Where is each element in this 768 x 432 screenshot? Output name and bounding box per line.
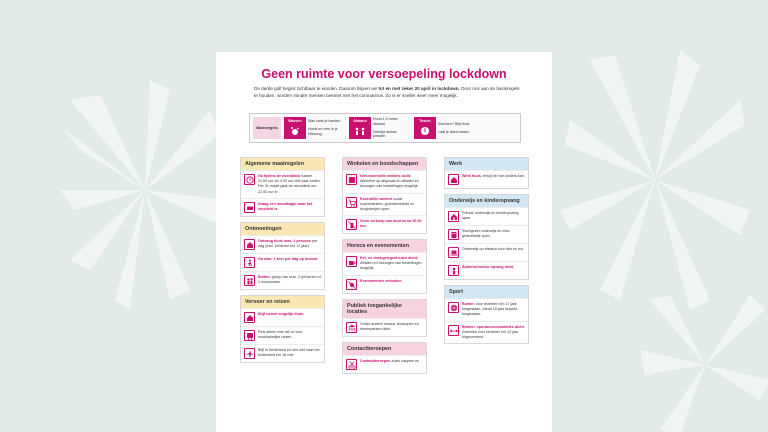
rule-item [343, 355, 426, 373]
rule-item [241, 198, 324, 216]
rule-item [241, 253, 324, 271]
intro-text-2: Door ons aan de basisregels te houden, worden minder mensen besmet met het coronavirus. Zo is er sneller weer meer mogelijk. [254, 86, 520, 98]
basis-badge-label: Testen [419, 119, 431, 123]
rule-text [462, 302, 525, 318]
section-title: Winkelen en boodschappen [343, 158, 426, 170]
basis-line: Houd 1,5 meter afstand. [373, 116, 398, 126]
hand-wash-icon [290, 126, 300, 136]
basisregels-bar [249, 113, 521, 143]
mask-icon [244, 202, 255, 213]
laptop-icon [448, 247, 459, 258]
column-middle [342, 157, 427, 374]
rule-bold: Eet- en drinkgelegenheden dicht. [360, 256, 418, 261]
section-card [342, 299, 427, 337]
rule-bold: Evenementen verboden [360, 278, 402, 283]
no-alcohol-icon [346, 219, 357, 230]
rule-item [241, 326, 324, 344]
rule-text [462, 174, 525, 179]
school-icon [448, 211, 459, 222]
rule-item [445, 321, 528, 344]
rule-detail: Afhalen en bezorgen van bestellingen mogelijk. [360, 261, 422, 271]
basis-line: Vermijd drukke plekken. [373, 129, 397, 139]
intro-text-1: De derde golf begint zichtbaar te worden. Daarom blijven we [254, 86, 379, 91]
rule-bold: Buiten: [462, 302, 475, 306]
store-icon [346, 174, 357, 185]
home-icon [244, 312, 255, 323]
section-title: Vervoer en reizen [241, 296, 324, 308]
rule-item [445, 298, 528, 321]
section-title: Sport [445, 286, 528, 298]
basis-line: Laat je direct testen. [438, 129, 471, 134]
rule-text [360, 279, 402, 284]
basis-badge-label: Wassen [288, 119, 302, 123]
rule-item [343, 275, 426, 293]
rule-item [445, 225, 528, 243]
no-event-icon [346, 279, 357, 290]
test-icon [420, 126, 430, 136]
rule-item [241, 235, 324, 253]
section-card [240, 157, 325, 217]
cafe-icon [346, 256, 357, 267]
walk-icon [244, 257, 255, 268]
basis-group-testen [414, 117, 476, 139]
cart-icon [346, 197, 357, 208]
rule-detail: Winkelen op afspraak en afhalen en bezorgen van bestellingen mogelijk. [360, 179, 419, 189]
rule-item [445, 243, 528, 261]
bus-icon [244, 330, 255, 341]
plane-icon [244, 348, 255, 359]
rule-bold: Werk thuis, [462, 174, 482, 178]
section-card [342, 239, 427, 294]
rule-text [360, 256, 423, 272]
rule-text [360, 322, 423, 332]
rule-detail: zoals kappers en [390, 358, 420, 363]
section-card [444, 157, 529, 189]
rule-text [258, 312, 304, 317]
rule-bold: Geen verkoop van alcohol na 20.00 uur. [360, 219, 422, 229]
section-title: Ontmoetingen [241, 223, 324, 235]
rule-item [241, 344, 324, 362]
rule-item [343, 318, 426, 336]
rule-bold: Niet-essentiële winkels dicht. [360, 174, 412, 178]
section-title: Contactberoepen [343, 343, 426, 355]
rule-text [258, 239, 321, 249]
section-title: Werk [445, 158, 528, 170]
rule-item [241, 308, 324, 326]
rule-item [343, 170, 426, 193]
rule-detail: Primair onderwijs en kinderopvang open. [462, 211, 519, 221]
sport-icon [448, 302, 459, 313]
child-icon [448, 265, 459, 276]
rule-detail: tenzij het niet anders kan. [481, 174, 525, 178]
rule-detail: groep van max. 2 personen of 1 huishouden. [258, 274, 321, 284]
rule-detail: tussen 21.00 uur en 4.30 uur niet naar buiten. Per 31 maart gaat de avondklok om 22.00 uur in. [258, 174, 321, 194]
rule-item [343, 215, 426, 233]
museum-icon [346, 322, 357, 333]
rule-detail: zoals supermarkten, groentewinkels en drogisterijen open. [360, 196, 415, 211]
section-title: Onderwijs en kinderopvang [445, 195, 528, 207]
distance-icon [355, 126, 365, 136]
rule-bold: Draag een mondkapje waar het verplicht is. [258, 201, 313, 211]
intro-paragraph [254, 86, 524, 99]
rule-bold: Ga tijdens de avondklok [258, 174, 301, 178]
section-card [342, 342, 427, 374]
basis-line: Klachten? Blijf thuis. [438, 121, 471, 126]
rule-detail: Reis alleen met het ov voor noodzakelijke reizen. [258, 329, 303, 339]
rule-detail: Onder andere musea, bioscopen en dierenparken dicht. [360, 321, 419, 331]
section-card [240, 222, 325, 290]
rule-text [258, 257, 318, 262]
rule-item [241, 170, 324, 198]
rule-text [462, 211, 525, 221]
section-title: Algemene maatregelen [241, 158, 324, 170]
infographic-document [216, 52, 552, 432]
intro-bold: tot en met zeker 20 april in lockdown. [378, 86, 460, 91]
section-card [444, 285, 529, 344]
rule-text [360, 359, 419, 364]
rule-bold: Blijf zoveel mogelijk thuis. [258, 311, 305, 316]
rule-text [462, 325, 525, 341]
palm-leaf-bottom-icon [640, 290, 768, 432]
palm-leaf-right-icon [560, 40, 750, 320]
basis-badge-label: Afstand [353, 119, 367, 123]
basis-group-wassen [284, 117, 346, 139]
rule-detail: voor iedereen t/m 17 jaar toegestaan. Vanaf 18 jaar beperkt toegestaan. [462, 302, 518, 317]
rule-text [258, 348, 321, 358]
rule-bold: Buiten: [258, 274, 271, 279]
scissors-icon [346, 359, 357, 370]
rule-text [462, 229, 525, 239]
rule-text [462, 247, 524, 252]
rule-item [343, 252, 426, 275]
rule-detail: Onderwijs op afstand voor hbo en wo. [462, 247, 524, 251]
rule-text [462, 265, 513, 270]
column-left [240, 157, 325, 363]
rule-detail: Zwemles voor kinderen t/m 12 jaar uitgezonderd. [462, 329, 519, 339]
section-title: Horeca en evenementen [343, 240, 426, 252]
house-icon [244, 239, 255, 250]
rule-detail: per dag (excl. kinderen t/m 12 jaar). [258, 238, 318, 248]
basis-line: Was vaak je handen. [308, 119, 342, 124]
home-work-icon [448, 174, 459, 185]
people-icon [244, 275, 255, 286]
document-title: Geen ruimte voor versoepeling lockdown [261, 67, 507, 81]
section-card [240, 295, 325, 363]
basisregels-label: Basisregels [253, 117, 281, 139]
book-icon [448, 229, 459, 240]
section-card [444, 194, 529, 280]
rule-bold: Binnen: sportaccommodaties dicht. [462, 324, 525, 329]
rule-bold: Essentiële winkels [360, 196, 393, 201]
rule-text [258, 174, 321, 195]
rule-bold: Buitenschoolse opvang dicht [462, 265, 514, 269]
rule-item [445, 170, 528, 188]
rule-bold: Ga max. 1 keer per dag op bezoek. [258, 256, 319, 261]
rule-text [258, 330, 321, 340]
rule-item [445, 207, 528, 225]
rule-text [360, 219, 423, 229]
rule-text [258, 275, 321, 285]
section-title: Publiek toegankelijke locaties [343, 300, 426, 318]
basis-line: Hoest en nies in je elleboog. [308, 127, 338, 136]
gym-icon [448, 325, 459, 336]
basis-group-afstand [349, 117, 411, 139]
rule-item [343, 193, 426, 216]
clock-icon [244, 174, 255, 185]
rule-detail: Voortgezet onderwijs en mbo gedeeltelijk open. [462, 229, 510, 239]
palm-leaf-left-icon [60, 60, 230, 320]
rule-text [360, 174, 423, 190]
rule-detail: Blijf in Nederland en reis niet naar het buitenland t/m 15 mei. [258, 347, 320, 357]
rule-text [360, 197, 423, 213]
rule-item [241, 271, 324, 289]
column-right [444, 157, 529, 344]
rule-item [445, 261, 528, 279]
rule-text [258, 202, 321, 212]
rule-bold: Ontvang thuis max. 1 persoon [258, 238, 311, 243]
rule-bold: Contactberoepen [360, 358, 391, 363]
section-card [342, 157, 427, 234]
